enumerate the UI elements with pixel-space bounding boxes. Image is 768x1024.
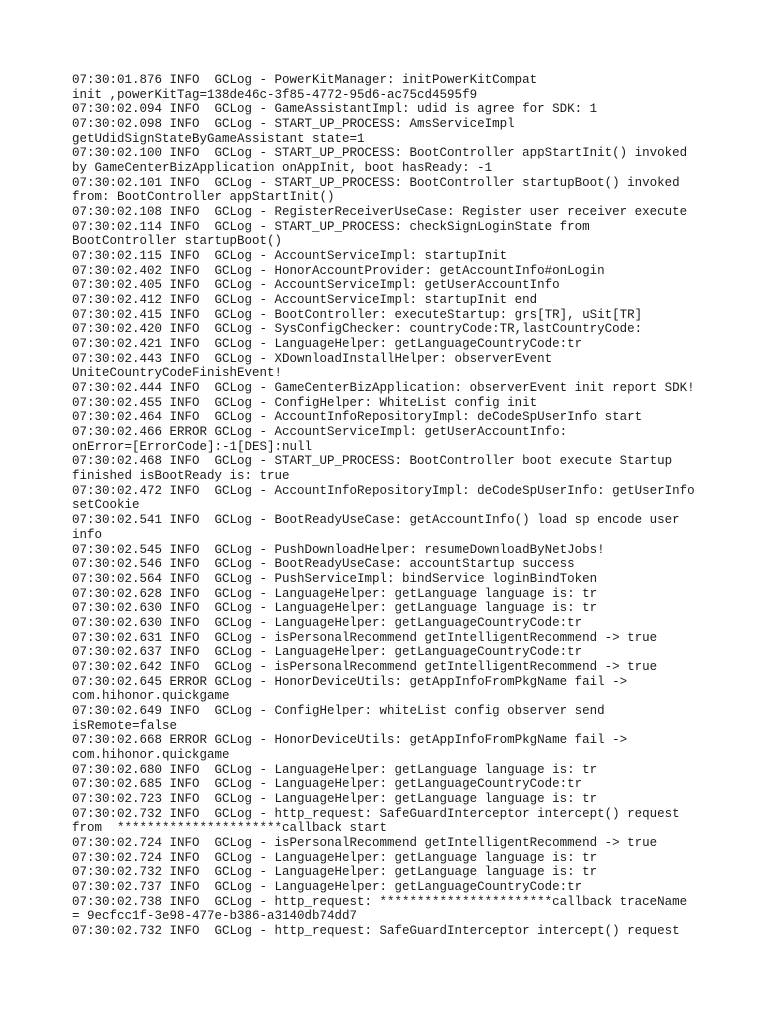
log-line: BootController startupBoot() [72,234,283,249]
log-line: 07:30:02.405 INFO GCLog - AccountServiceImpl: getUserAccountInfo [72,278,560,293]
log-line: 07:30:02.541 INFO GCLog - BootReadyUseCase: getAccountInfo() load sp encode user [72,513,680,528]
log-line: from: BootController appStartInit() [72,190,335,205]
log-line: 07:30:02.464 INFO GCLog - AccountInfoRepositoryImpl: deCodeSpUserInfo start [72,410,643,425]
log-line: UniteCountryCodeFinishEvent! [72,366,283,381]
log-line: 07:30:02.545 INFO GCLog - PushDownloadHelper: resumeDownloadByNetJobs! [72,542,605,557]
log-line: 07:30:02.415 INFO GCLog - BootController: executeStartup: grs[TR], uSit[TR] [72,307,643,322]
log-line: = 9ecfcc1f-3e98-477e-b386-a3140db74dd7 [72,909,358,924]
log-line: 07:30:02.115 INFO GCLog - AccountServiceImpl: startupInit [72,249,508,264]
log-line: 07:30:02.402 INFO GCLog - HonorAccountProvider: getAccountInfo#onLogin [72,263,605,278]
log-line: 07:30:02.723 INFO GCLog - LanguageHelper: getLanguage language is: tr [72,791,598,806]
log-line: com.hihonor.quickgame [72,689,230,704]
log-line: 07:30:02.101 INFO GCLog - START_UP_PROCESS: BootController startupBoot() invoked [72,175,680,190]
log-line: 07:30:02.444 INFO GCLog - GameCenterBizApplication: observerEvent init report SDK! [72,381,695,396]
log-line: onError=[ErrorCode]:-1[DES]:null [72,439,313,454]
log-line: 07:30:02.455 INFO GCLog - ConfigHelper: WhiteList config init [72,395,538,410]
log-line: 07:30:02.420 INFO GCLog - SysConfigChecker: countryCode:TR,lastCountryCode: [72,322,643,337]
log-line: from **********************callback start [72,821,388,836]
log-line: 07:30:02.628 INFO GCLog - LanguageHelper: getLanguage language is: tr [72,586,598,601]
log-line: 07:30:02.100 INFO GCLog - START_UP_PROCESS: BootController appStartInit() invoked [72,146,688,161]
log-line: isRemote=false [72,718,178,733]
log-line: 07:30:02.094 INFO GCLog - GameAssistantImpl: udid is agree for SDK: 1 [72,102,598,117]
log-line: 07:30:02.421 INFO GCLog - LanguageHelper: getLanguageCountryCode:tr [72,337,583,352]
log-line: 07:30:02.630 INFO GCLog - LanguageHelper: getLanguageCountryCode:tr [72,615,583,630]
log-line: 07:30:02.685 INFO GCLog - LanguageHelper: getLanguageCountryCode:tr [72,777,583,792]
log-line: 07:30:02.732 INFO GCLog - http_request: SafeGuardInterceptor intercept() request [72,923,680,938]
log-line: 07:30:02.724 INFO GCLog - isPersonalRecommend getIntelligentRecommend -> true [72,835,658,850]
log-line: 07:30:02.738 INFO GCLog - http_request: ***********************callback traceName [72,894,688,909]
log-line: 07:30:02.649 INFO GCLog - ConfigHelper: whiteList config observer send [72,703,605,718]
log-text-block [72,73,732,939]
log-line: 07:30:02.637 INFO GCLog - LanguageHelper: getLanguageCountryCode:tr [72,645,583,660]
log-line: info [72,527,103,542]
log-line: init ,powerKitTag=138de46c-3f85-4772-95d6-ac75cd4595f9 [72,87,478,102]
log-line: 07:30:02.724 INFO GCLog - LanguageHelper: getLanguage language is: tr [72,850,598,865]
log-line: 07:30:02.468 INFO GCLog - START_UP_PROCESS: BootController boot execute Startup [72,454,673,469]
log-line: 07:30:02.645 ERROR GCLog - HonorDeviceUtils: getAppInfoFromPkgName fail -> [72,674,628,689]
log-line: setCookie [72,498,140,513]
log-line: 07:30:02.732 INFO GCLog - http_request: SafeGuardInterceptor intercept() request [72,806,680,821]
log-line: 07:30:02.466 ERROR GCLog - AccountServiceImpl: getUserAccountInfo: [72,425,568,440]
log-line: 07:30:02.098 INFO GCLog - START_UP_PROCESS: AmsServiceImpl [72,117,515,132]
log-line: 07:30:02.472 INFO GCLog - AccountInfoRepositoryImpl: deCodeSpUserInfo: getUserInfo [72,483,695,498]
log-line: 07:30:02.737 INFO GCLog - LanguageHelper: getLanguageCountryCode:tr [72,879,583,894]
log-line: 07:30:02.631 INFO GCLog - isPersonalRecommend getIntelligentRecommend -> true [72,630,658,645]
log-line: 07:30:02.668 ERROR GCLog - HonorDeviceUtils: getAppInfoFromPkgName fail -> [72,733,628,748]
log-line: finished isBootReady is: true [72,469,290,484]
log-line: 07:30:02.564 INFO GCLog - PushServiceImpl: bindService loginBindToken [72,571,598,586]
log-line: getUdidSignStateByGameAssistant state=1 [72,131,365,146]
log-line: by GameCenterBizApplication onAppInit, boot hasReady: -1 [72,161,493,176]
log-line: 07:30:02.732 INFO GCLog - LanguageHelper: getLanguage language is: tr [72,865,598,880]
log-line: com.hihonor.quickgame [72,747,230,762]
log-line: 07:30:02.108 INFO GCLog - RegisterReceiverUseCase: Register user receiver execute [72,205,688,220]
log-line: 07:30:02.546 INFO GCLog - BootReadyUseCase: accountStartup success [72,557,575,572]
log-line: 07:30:02.443 INFO GCLog - XDownloadInstallHelper: observerEvent [72,351,553,366]
log-line: 07:30:02.642 INFO GCLog - isPersonalRecommend getIntelligentRecommend -> true [72,659,658,674]
log-line: 07:30:02.680 INFO GCLog - LanguageHelper: getLanguage language is: tr [72,762,598,777]
log-line: 07:30:01.876 INFO GCLog - PowerKitManager: initPowerKitCompat [72,73,538,87]
log-line: 07:30:02.630 INFO GCLog - LanguageHelper: getLanguage language is: tr [72,601,598,616]
log-line: 07:30:02.412 INFO GCLog - AccountServiceImpl: startupInit end [72,293,538,308]
log-line: 07:30:02.114 INFO GCLog - START_UP_PROCESS: checkSignLoginState from [72,219,590,234]
